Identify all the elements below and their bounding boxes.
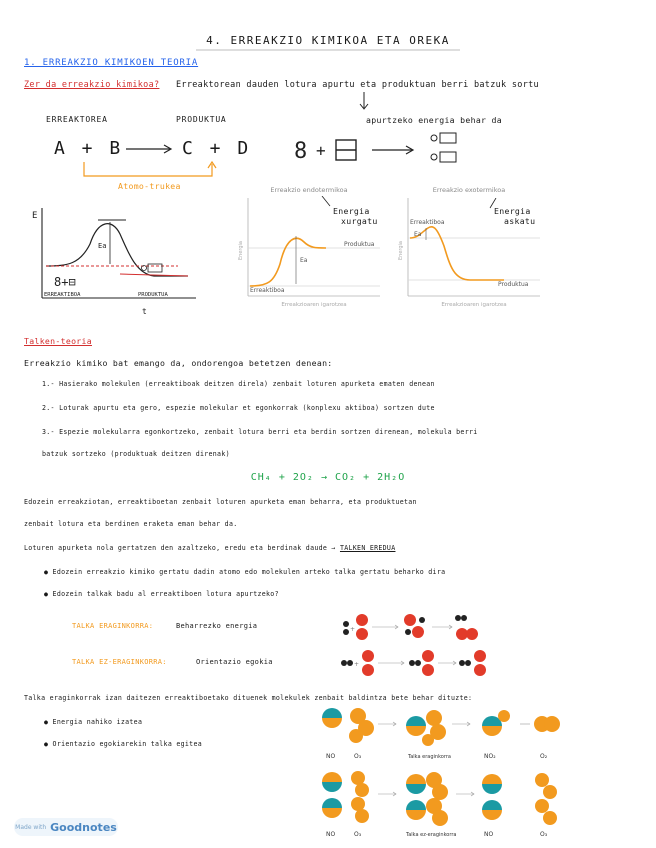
watermark-made: Made with (15, 823, 47, 831)
definition-text: Erreaktorean dauden lotura apurtu eta produktuan berri batzuk sortu (176, 80, 539, 90)
talka1-label: TALKA ERAGINKORRA: (72, 622, 154, 630)
reactant-symbols: 8+⊟ (54, 275, 76, 289)
para2 (24, 544, 395, 552)
equation-left: A + B (54, 138, 124, 159)
talka2-label: TALKA EZ-ERAGINKORRA: (72, 658, 167, 666)
bullet-dot-icon: ● (44, 740, 53, 748)
endothermic-chart (234, 184, 384, 312)
watermark-brand: Goodnotes (50, 820, 117, 834)
energy-diagram (28, 204, 204, 316)
t-axis-label: t (142, 307, 147, 316)
reactants-label: ERREAKTOREA (46, 115, 108, 124)
section1-heading: 1. ERREAKZIO KIMIKOEN TEORIA (24, 58, 199, 68)
para2-text: Loturen apurketa nola gertatzen den azaltzeko, eredu eta berdinak daude → (24, 544, 340, 552)
row2-mid: Talka ez-eraginkorra (406, 832, 457, 838)
exo-title: Erreakzio exotermikoa (432, 186, 506, 194)
row2-no: NO (326, 831, 336, 838)
exo-note (494, 206, 535, 226)
bullet-1 (44, 568, 445, 576)
row1-no2: NO₂ (484, 753, 496, 760)
ea-label: Ea (98, 242, 107, 250)
products-label: PRODUKTUA (176, 115, 227, 124)
talka2-desc: Orientazio egokia (196, 658, 273, 666)
exo-product: Produktua (498, 281, 529, 288)
svg-text:8: 8 (294, 139, 308, 164)
atom-exchange-label: Atomo-trukea (118, 181, 181, 191)
product-label: PRODUKTUA (138, 292, 168, 298)
ineffective-collision-diagram (314, 770, 576, 840)
row2-o3-out: O₃ (540, 831, 548, 838)
talka1-desc: Beharrezko energia (176, 622, 258, 630)
endo-title: Erreakzio endotermikoa (270, 186, 348, 194)
svg-text:+: + (350, 626, 356, 633)
page-title: 4. ERREAKZIO KIMIKOA ETA OREKA (206, 34, 450, 47)
condition-2 (44, 740, 202, 748)
reactant-label: ERREAKTIBOA (44, 292, 81, 298)
talken-intro: Erreakzio kimiko bat emango da, ondorengoa betetzen denean: (24, 358, 333, 368)
svg-text:+: + (354, 661, 360, 668)
energy-note: apurtzeko energia behar da (366, 115, 502, 125)
exo-note-arrow-icon (486, 198, 500, 210)
exo-xaxis: Erreakzioaren igarotzea (441, 302, 507, 308)
bullet-dot-icon: ● (44, 568, 53, 576)
e-axis-label: E (32, 211, 38, 221)
talka2-molecules (338, 646, 488, 680)
talken-item-3: 3.- Espezie molekularra egonkortzeko, zenbait lotura berri eta berdin sortzen direnean, molekula berri (42, 428, 478, 436)
svg-text:+: + (316, 141, 326, 160)
talka1-molecules (338, 610, 478, 644)
exo-note-line1: Energia (494, 206, 531, 216)
condition-2-text: Orientazio egokiarekin talka egitea (52, 740, 202, 748)
bullet-dot-icon: ● (44, 590, 53, 598)
bullet-2 (44, 590, 279, 598)
reaction-equation: CH₄ + 2O₂ → CO₂ + 2H₂O (250, 472, 406, 483)
row2-no: NO (484, 831, 494, 838)
row1-no: NO (326, 753, 336, 760)
bullet-1-text: Edozein erreakzio kimiko gertatu dadin atomo edo molekulen arteko talka gertatu beharko dira (52, 568, 446, 576)
endo-note-line2: xurgatu (341, 216, 378, 226)
question-text: Zer da erreakzio kimikoa? (24, 80, 160, 90)
row1-mid: Talka eraginkorra (408, 754, 451, 760)
endo-note (333, 206, 378, 226)
exo-note-line2: askatu (504, 216, 536, 226)
condition-1-text: Energia nahiko izatea (52, 718, 143, 726)
endo-xaxis: Erreakzioaren igarotzea (281, 302, 347, 308)
para1-line1: Edozein erreakziotan, erreaktiboetan zenbait loturen apurketa eman beharra, eta produktuetan (24, 498, 417, 506)
symbol-equation (290, 130, 490, 170)
endo-note-line1: Energia (333, 206, 370, 216)
endo-ea: Ea (300, 257, 308, 264)
equation-right: C + D (182, 138, 252, 159)
exothermic-chart (394, 184, 544, 312)
row2-o3: O₃ (354, 831, 362, 838)
exo-reactant: Erreaktiboa (410, 219, 445, 226)
exo-ea: Ea (414, 231, 422, 238)
endo-yaxis: Energia (238, 241, 244, 260)
bullet-dot-icon: ● (44, 718, 53, 726)
endo-reactant: Erreaktiboa (250, 287, 285, 294)
down-arrow-icon (358, 92, 370, 114)
endo-note-arrow-icon (318, 196, 334, 210)
row1-o3: O₃ (354, 753, 362, 760)
para1-line2: zenbait lotura eta berdinen eraketa eman behar da. (24, 520, 238, 528)
bullet-2-text: Edozein talkak badu al erreaktiboen lotura apurtzeko? (52, 590, 279, 598)
reaction-arrow-icon (124, 142, 176, 156)
title-underline (196, 48, 460, 52)
talken-item-1: 1.- Hasierako molekulen (erreaktiboak deitzen direla) zenbait loturen apurketa ematen denean (42, 380, 435, 388)
row1-o2: O₂ (540, 753, 548, 760)
effective-collision-diagram (314, 706, 576, 764)
talken-item-3-cont: batzuk sortzeko (produktuak deitzen direnak) (42, 450, 230, 458)
talken-item-2: 2.- Loturak apurtu eta gero, espezie molekular et egonkorrak (konplexu aktiboa) sortzen dute (42, 404, 435, 412)
condition-1 (44, 718, 142, 726)
endo-product: Produktua (344, 241, 375, 248)
talken-eredua: TALKEN EREDUA (339, 544, 396, 552)
para3: Talka eraginkorrak izan daitezen erreaktiboetako dituenek molekulek zenbait baldintza bete behar dituzte: (24, 694, 473, 702)
talken-heading: Talken-teoria (24, 336, 92, 346)
goodnotes-watermark (14, 818, 118, 836)
exo-yaxis: Energia (398, 241, 404, 260)
